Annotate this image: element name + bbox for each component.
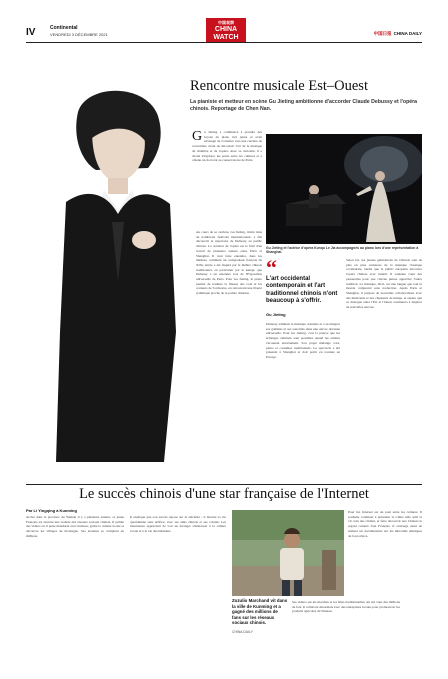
concert-photo [266, 134, 422, 244]
photo-caption: Gu Jieting et l'actrice d'opéra Kunqu Le Jia accompagnés au piano lors d'une représentation à Shanghai. [266, 246, 419, 255]
article-body-column: Ses vidéos sur les marchés et les fêtes traditionnelles ont été vues des millions de fois. Il collabore désormais avec des entreprises locales pour promouvoir les produits agricoles du Yunnan. [292, 600, 400, 614]
byline: Par Li Yingqing à Kunming [26, 508, 77, 513]
page-header [0, 0, 448, 44]
article-body-column: Il explique que son succès repose sur la sincérité : il montre sa vie quotidienne sans artifice, avec ses amis chinois et ses voisins. Les internautes apprécient de voir un étranger s'intéresser à la culture locale et à la vie des habitants. [130, 515, 226, 534]
article-body-column: Au cours de sa carrière, Gu Jieting, invité dans de nombreux festivals internationaux, a fait découvrir le répertoire de Debussy au public chinois. La création de l'opéra est le fruit d'un travail de plusieurs années entre Paris et Shanghai. Il veut faire entendre, dans les théâtres, comment un compositeur français du XIXe siècle a été inspiré par le théâtre chinois traditionnel, en particulier par le kunqu, que Debussy a pu entendre lors de l'Exposition universelle de Paris. Pour Gu Jieting, le piano permet de traduire la finesse des voix et les couleurs de l'orchestre, en retrouvant une liberté rythmique proche de la poésie chinoise. [196, 230, 262, 296]
street-photo [232, 510, 344, 596]
article-body-column: Arrivé dans la province du Yunnan il y a plusieurs années, ce jeune Français est devenu une vedette des réseaux sociaux chinois. Il publie des vidéos où il parle mandarin avec humour, goûte la cuisine locale et découvre les villages de montagne. Ses abonnés se comptent en millions. [26, 515, 124, 538]
pull-quote-source: Gu Jieting [266, 312, 286, 317]
china-watch-logo: 中国观察 CHINA WATCH [206, 18, 246, 42]
section-rule [26, 484, 422, 485]
china-daily-logo: 中国日报 CHINA DAILY [373, 31, 422, 36]
pull-quote: L'art occidental contemporain et l'art traditionnel chinois n'ont beaucoup à s'offrir. [266, 276, 338, 305]
photo-credit: CHINA DAILY [232, 630, 253, 634]
header-rule [26, 42, 422, 43]
article-body-column: Pour lui, Internet est un pont entre les cultures. Il souhaite continuer à présenter la Chine telle qu'il la vit, loin des clichés, et faire découvrir aux Chinois le regard curieux d'un Français. Il envisage aussi de réaliser un documentaire sur les minorités ethniques de la province. [348, 510, 422, 538]
section-name: Continental [50, 25, 78, 31]
drop-cap: G [192, 130, 203, 144]
article-body-column: Gu Jieting a commencé à prendre des leçons de piano très jeune et avait envisagé de s'orienter vers une carrière de concertiste avant de découvrir l'art de la musique de chambre et de l'opéra. Avec sa curiosité, il a choisi d'explorer les ponts entre les cultures et a obtenu un doctorat au conservatoire de Paris. [192, 130, 262, 163]
photo-caption-2: Zozulio Marchand vit dans la ville de Kunming et a gagné des millions de fans sur les réseaux sociaux chinois. [232, 598, 288, 626]
portrait-photo [26, 82, 186, 472]
article-body-column: Selon lui, les jeunes générations de Chinois sont de plus en plus curieuses de la musique classique occidentale, tandis que le public européen découvre l'opéra chinois avec intérêt. Il souhaite créer des passerelles pour que chacun puisse apprécier l'autre tradition. La musique, dit-il, est une langue que tout le monde comprend sans traduction. Après Paris et Shanghai, il prépare de nouvelles collaborations avec des musiciens et des chanteurs de kunqu, et espère que ce dialogue entre l'Est et l'Ouest continuera à inspirer de nouvelles œuvres. [346, 258, 422, 310]
issue-date: VENDREDI 3 DÉCEMBRE 2021 [50, 32, 108, 37]
quote-mark: “ [266, 255, 277, 280]
article-title-2: Le succès chinois d'une star française de l'Internet [79, 486, 369, 502]
article-body-column: Debussy admirait la musique orientale et a su intégrer ses gammes et ses sonorités dans une œuvre devenue universelle. Pour Gu Jieting, c'est la preuve que les échanges culturels sont possibles quand les artistes s'écoutent sincèrement. Son projet mélange voix, piano et costumes traditionnels. Le spectacle a été présenté à Shanghai et doit partir en tournée en Europe. [266, 322, 340, 359]
article-title: Rencontre musicale Est–Ouest [190, 78, 368, 94]
article-subtitle: La pianiste et metteur en scène Gu Jieting ambitionne d'accorder Claude Debussy et l'opéra chinois. Reportage de Chen Nan. [190, 99, 418, 112]
page-number: IV [26, 27, 36, 38]
